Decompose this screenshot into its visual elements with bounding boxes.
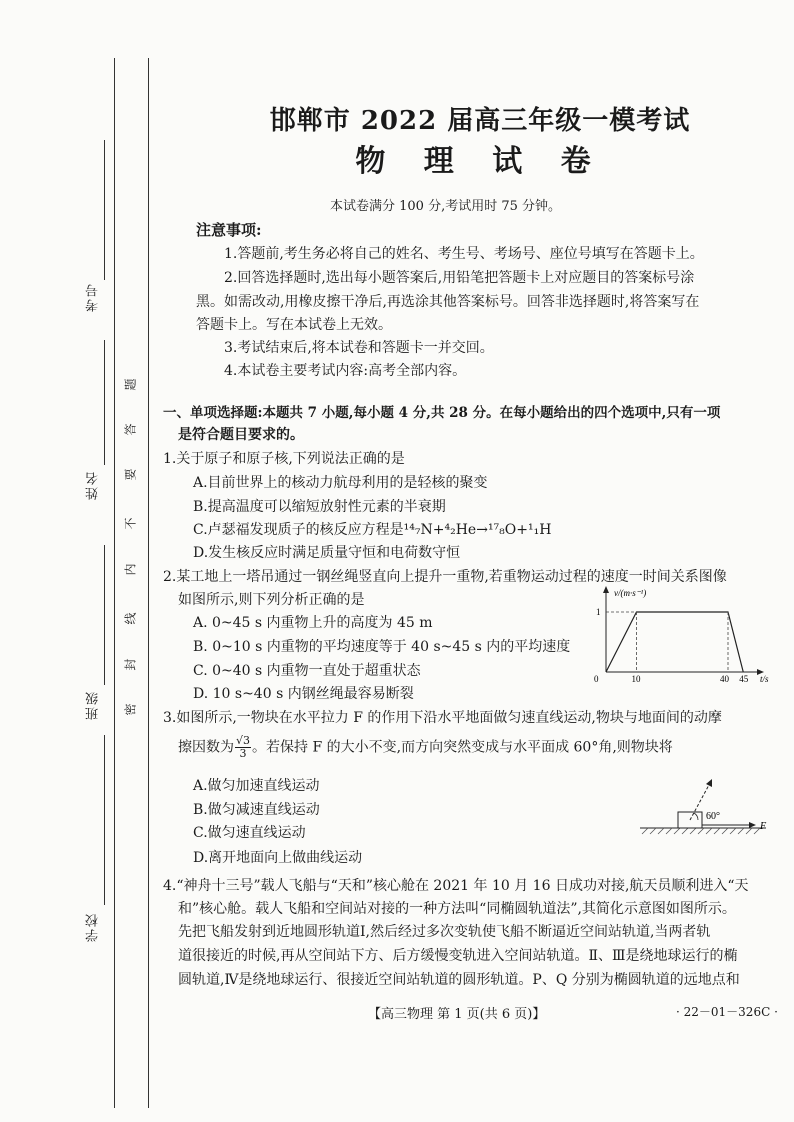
- name-label: 姓名: [86, 470, 101, 500]
- y-axis-label: v/(m·s⁻¹): [614, 588, 647, 598]
- section-heading: 一、单项选择题:本题共 7 小题,每小题 4 分,共 28 分。在每小题给出的四个选项中,只有一项: [163, 405, 721, 421]
- notice-item-2-cont: 答题卡上。写在本试卷上无效。: [196, 317, 392, 333]
- inclined-force-arrowhead: [706, 779, 712, 787]
- q1-option-c[interactable]: [193, 520, 551, 540]
- nuclear-equation: ¹⁴₇N+⁴₂He→¹⁷₈O+¹₁H: [403, 522, 552, 538]
- seal-char: 密: [123, 703, 138, 716]
- exam-subtitle: 物 理 试 卷: [355, 144, 605, 179]
- x-tick-label: 45: [739, 674, 749, 684]
- q3-option-c[interactable]: C.做匀速直线运动: [193, 825, 306, 841]
- class-field[interactable]: [104, 545, 105, 685]
- exam-number-field[interactable]: [104, 140, 105, 280]
- y-axis-arrow: [603, 586, 609, 593]
- seal-char: 封: [123, 658, 138, 671]
- exam-code: · 22－01－326C ·: [676, 1005, 778, 1019]
- exam-title: 邯郸市 2022 届高三年级一模考试: [269, 106, 691, 136]
- notice-heading: 注意事项:: [196, 221, 262, 239]
- question-4-stem-cont: 先把飞船发射到近地圆形轨道Ⅰ,然后经过多次变轨使飞船不断逼近空间站轨道,当两者轨: [178, 924, 711, 940]
- q3-option-d[interactable]: D.离开地面向上做曲线运动: [193, 850, 363, 866]
- velocity-series-line: [606, 612, 743, 672]
- q3-stem-pre: 擦因数为: [178, 739, 234, 756]
- question-2-stem-cont: 如图所示,则下列分析正确的是: [178, 592, 365, 608]
- binding-line-right: [148, 58, 149, 1108]
- q3-stem-post: 。若保持 F 的大小不变,而方向突然变成与水平面成 60°角,则物块将: [252, 739, 673, 756]
- q3-option-a[interactable]: A.做匀加速直线运动: [193, 778, 320, 794]
- question-4-stem-cont: 圆轨道,Ⅳ是绕地球运行、很接近空间站轨道的圆形轨道。P、Q 分别为椭圆轨道的远地点和: [178, 972, 740, 988]
- q2-option-b[interactable]: B. 0~10 s 内重物的平均速度等于 40 s~45 s 内的平均速度: [193, 639, 571, 655]
- seal-char: 线: [123, 612, 138, 625]
- x-tick-label: 10: [631, 674, 641, 684]
- question-4-stem-cont: 和”核心舱。载人飞船和空间站对接的一种方法叫“同椭圆轨道法”,其简化示意图如图所示。: [178, 901, 736, 917]
- q2-option-a[interactable]: A. 0~45 s 内重物上升的高度为 45 m: [193, 615, 433, 631]
- horizontal-force-arrowhead: [749, 822, 756, 828]
- section-heading-cont: 是符合题目要求的。: [178, 427, 304, 443]
- friction-fraction: [235, 735, 251, 760]
- block-force-diagram: [636, 772, 786, 842]
- q2-option-c[interactable]: C. 0~40 s 内重物一直处于超重状态: [193, 663, 421, 679]
- angle-label: 60°: [706, 811, 720, 822]
- exam-number-label: 考号: [86, 282, 101, 312]
- y-tick-label: 1: [596, 607, 601, 617]
- notice-item-1: 1.答题前,考生务必将自己的姓名、考生号、考场号、座位号填写在答题卡上。: [224, 246, 704, 262]
- q3-option-b[interactable]: B.做匀减速直线运动: [193, 802, 320, 818]
- school-label: 学校: [86, 912, 101, 942]
- q2-option-d[interactable]: D. 10 s~40 s 内钢丝绳最容易断裂: [193, 686, 414, 702]
- q1-option-a[interactable]: A.目前世界上的核动力航母利用的是轻核的聚变: [193, 475, 488, 491]
- seal-char: 要: [123, 468, 138, 481]
- ground-hatching: [642, 828, 760, 834]
- page-footer: 【高三物理 第 1 页(共 6 页)】: [368, 1007, 546, 1022]
- seal-char: 题: [123, 378, 138, 391]
- seal-char: 答: [123, 423, 138, 436]
- class-label: 班级: [86, 690, 101, 720]
- question-3-stem-cont: [178, 735, 673, 760]
- notice-item-3: 3.考试结束后,将本试卷和答题卡一并交回。: [224, 340, 494, 356]
- question-3-stem: 3.如图所示,一物块在水平拉力 F 的作用下沿水平地面做匀速直线运动,物块与地面间的动摩: [163, 710, 722, 726]
- exam-info: 本试卷满分 100 分,考试用时 75 分钟。: [330, 199, 562, 214]
- q1-option-c-text: C.卢瑟福发现质子的核反应方程是: [193, 522, 404, 538]
- notice-item-2: 2.回答选择题时,选出每小题答案后,用铅笔把答题卡上对应题目的答案标号涂: [224, 270, 695, 286]
- fraction-denominator: 3: [239, 747, 247, 760]
- name-field[interactable]: [104, 340, 105, 465]
- angle-arc: [694, 813, 698, 820]
- x-axis-label: t/s: [760, 674, 769, 684]
- notice-item-4: 4.本试卷主要考试内容:高考全部内容。: [224, 363, 467, 379]
- x-tick-label: 40: [720, 674, 729, 684]
- q1-option-b[interactable]: B.提高温度可以缩短放射性元素的半衰期: [193, 499, 446, 515]
- fraction-numerator: √3: [236, 734, 251, 747]
- notice-item-2-cont: 黑。如需改动,用橡皮擦干净后,再选涂其他答案标号。回答非选择题时,将答案写在: [196, 294, 700, 310]
- question-1-stem: 1.关于原子和原子核,下列说法正确的是: [163, 451, 405, 467]
- force-label: F: [760, 821, 767, 832]
- binding-line-left: [114, 58, 115, 1108]
- q1-option-d[interactable]: D.发生核反应时满足质量守恒和电荷数守恒: [193, 545, 461, 561]
- question-4-stem: 4.“神舟十三号”载人飞船与“天和”核心舱在 2021 年 10 月 16 日成功对接,航天员顺利进入“天: [163, 878, 749, 894]
- school-field[interactable]: [104, 735, 105, 905]
- question-4-stem-cont: 道很接近的时候,再从空间站下方、后方缓慢变轨进入空间站轨道。Ⅱ、Ⅲ是绕地球运行的椭: [178, 948, 738, 964]
- seal-char: 内: [123, 563, 138, 576]
- question-2-stem: 2.某工地上一塔吊通过一钢丝绳竖直向上提升一重物,若重物运动过程的速度一时间关系图像: [163, 569, 727, 585]
- seal-char: 不: [123, 517, 138, 530]
- x-tick-label: 0: [594, 674, 599, 684]
- velocity-time-chart: [590, 584, 780, 684]
